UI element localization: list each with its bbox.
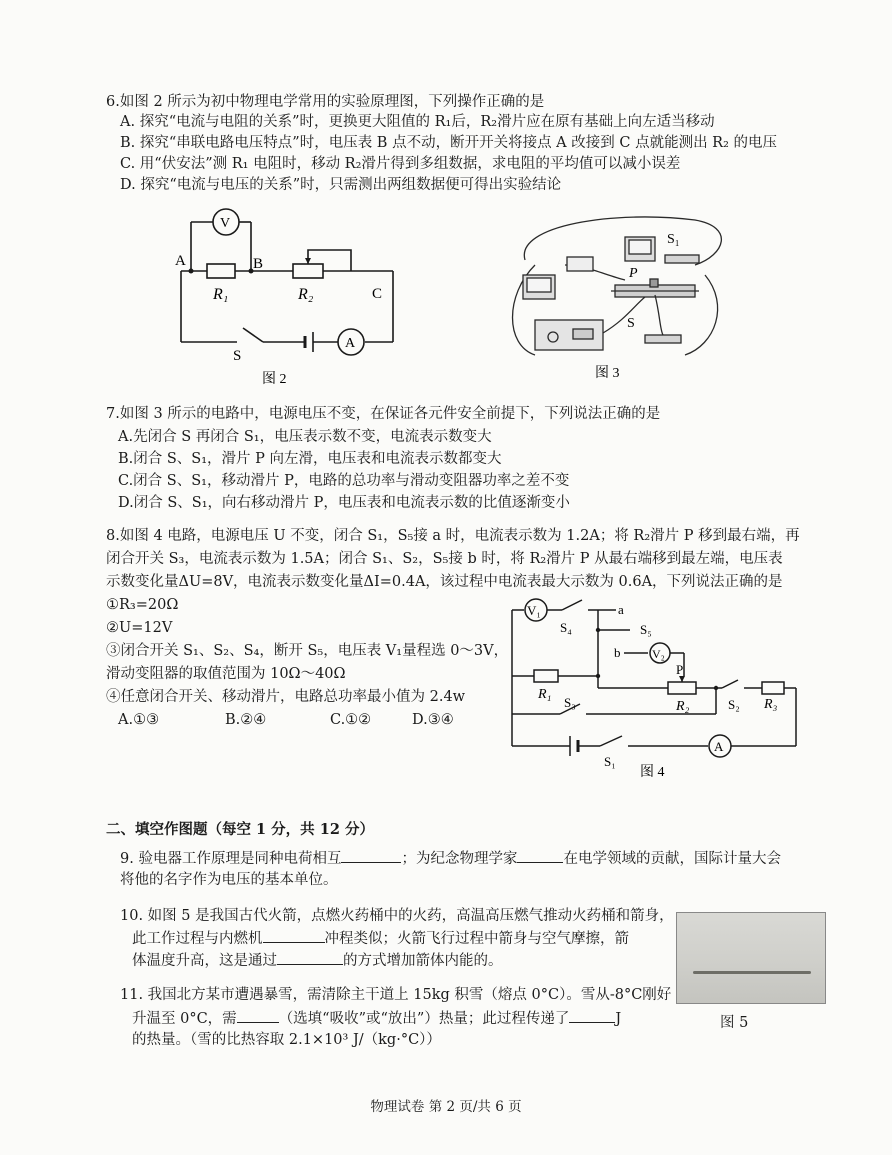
q8-line-2: 闭合开关 S₃，电流表示数为 1.5A；闭合 S₁、S₂，S₅接 b 时，将 R₂滑片 P 从最右端移到最左端，电压表: [106, 551, 783, 567]
fig2-ammeter-label: A: [345, 336, 356, 351]
q6-option-b: B. 探究“串联电路电压特点”时，电压表 B 点不动，断开开关将接点 A 改接到 C 点就能测出 R₂ 的电压: [120, 135, 778, 151]
rocket-arrow-image: [693, 971, 811, 974]
fig4-a-label: a: [618, 602, 624, 617]
fig3-label-s1: S₁: [667, 232, 680, 247]
q11-blank-1[interactable]: [237, 1008, 279, 1023]
q7-option-c: C.闭合 S、S₁，移动滑片 P，电路的总功率与滑动变阻器功率之差不变: [118, 473, 570, 489]
q9-part-3: 在电学领域的贡献，国际计量大会: [563, 851, 781, 867]
fig4-s2-label: S₂: [728, 697, 740, 712]
q8-option-b: B.②④: [225, 712, 267, 728]
q10-line-3-part-a: 体温度升高，这是通过: [132, 953, 277, 969]
q11-line-2-part-b: （选填“吸收”或“放出”）热量；此过程传递了: [278, 1011, 570, 1027]
q8-statement-1: ①R₃=20Ω: [106, 597, 179, 613]
fig2-voltmeter-label: V: [220, 216, 231, 231]
q9-part-2: ；为纪念物理学家: [401, 851, 518, 867]
q10-blank-2[interactable]: [277, 950, 343, 965]
q11-line-2-part-a: 升温至 0°C，需: [132, 1011, 237, 1027]
fig4-s4-label: S₄: [560, 620, 572, 635]
fig4-v1-label: V₁: [527, 603, 541, 618]
fig2-label-a: A: [175, 253, 186, 269]
q8-line-3: 示数变化量ΔU=8V，电流表示数变化量ΔI=0.4A，该过程中电流表最大示数为 0.6A，下列说法正确的是: [106, 574, 783, 590]
q10-line-3-part-b: 的方式增加箭体内能的。: [343, 953, 503, 969]
q8-option-a: A.①③: [118, 712, 160, 728]
q8-statement-2: ②U=12V: [106, 620, 173, 636]
q10-line-3: [132, 950, 503, 971]
q11-unit: J: [615, 1011, 622, 1027]
fig4-p-label: P: [676, 662, 684, 677]
q11-line-3: 的热量。（雪的比热容取 2.1×10³ J/（kg·°C））: [132, 1032, 441, 1048]
fig2-label-c: C: [372, 286, 383, 302]
q6-option-d: D. 探究“电流与电压的关系”时，只需测出两组数据便可得出实验结论: [120, 177, 562, 193]
q8-line-1: 8.如图 4 电路，电源电压 U 不变，闭合 S₁，S₅接 a 时，电流表示数为 1.2A；将 R₂滑片 P 移到最右端，再: [106, 528, 800, 544]
fig4-s5-label: S₅: [640, 622, 652, 637]
fig2-label-r1: R₁: [213, 286, 229, 303]
q9-line-2: 将他的名字作为电压的基本单位。: [120, 872, 338, 888]
section-2-title: 二、填空作图题（每空 1 分，共 12 分）: [106, 821, 374, 838]
fig4-s1-label: S₁: [604, 754, 616, 769]
q7-option-d: D.闭合 S、S₁，向右移动滑片 P，电压表和电流表示数的比值逐渐变小: [118, 495, 570, 511]
q6-option-c: C. 用“伏安法”测 R₁ 电阻时，移动 R₂滑片得到多组数据，求电阻的平均值可以减小误差: [120, 156, 681, 172]
q8-statement-3b: 滑动变阻器的取值范围为 10Ω～40Ω: [106, 666, 346, 682]
fig4-r2-label: R₂: [676, 699, 690, 714]
fig5-caption: 图 5: [720, 1015, 749, 1031]
q11-line-1: 11. 我国北方某市遭遇暴雪，需清除主干道上 15kg 积雪（熔点 0°C）。雪从-8°C刚好: [120, 987, 672, 1003]
q10-line-2-part-b: 冲程类似；火箭飞行过程中箭身与空气摩擦，箭: [324, 931, 629, 947]
q6-stem: 6.如图 2 所示为初中物理电学常用的实验原理图，下列操作正确的是: [106, 94, 545, 110]
q10-line-1: 10. 如图 5 是我国古代火箭，点燃火药桶中的火药，高温高压燃气推动火药桶和箭身，: [120, 908, 674, 924]
q7-stem: 7.如图 3 所示的电路中，电源电压不变，在保证各元件安全前提下，下列说法正确的是: [106, 406, 661, 422]
figure-4-circuit: [500, 596, 800, 786]
fig3-caption: 图 3: [595, 366, 620, 381]
q8-option-d: D.③④: [412, 712, 454, 728]
figure-2-circuit: [165, 200, 415, 390]
page-footer: 物理试卷 第 2 页/共 6 页: [370, 1099, 522, 1115]
q10-line-2: [132, 928, 629, 949]
fig4-v2-label: V₂: [652, 647, 665, 661]
q9-blank-2[interactable]: [517, 848, 563, 863]
q10-blank-1[interactable]: [263, 928, 325, 943]
figure-3-apparatus: [495, 205, 735, 385]
q9-part-1: 9. 验电器工作原理是同种电荷相互: [120, 851, 342, 867]
q11-line-2: [132, 1008, 621, 1029]
fig4-r1-label: R₁: [538, 687, 552, 702]
q8-statement-4: ④任意闭合开关、移动滑片，电路总功率最小值为 2.4w: [106, 689, 466, 705]
fig3-label-s: S: [627, 316, 635, 331]
fig2-label-b: B: [253, 256, 264, 272]
fig2-label-s: S: [233, 348, 242, 364]
fig2-caption: 图 2: [262, 372, 287, 387]
fig4-r3-label: R₃: [764, 697, 778, 712]
fig4-b-label: b: [614, 645, 621, 660]
q7-option-b: B.闭合 S、S₁，滑片 P 向左滑，电压表和电流表示数都变大: [118, 451, 502, 467]
fig4-s3-label: S₃: [564, 695, 576, 710]
fig4-caption: 图 4: [640, 765, 665, 780]
q9-line-1: [120, 848, 781, 869]
q7-option-a: A.先闭合 S 再闭合 S₁，电压表示数不变，电流表示数变大: [118, 429, 492, 445]
fig2-label-r2: R₂: [298, 286, 314, 303]
q11-blank-2[interactable]: [569, 1008, 615, 1023]
figure-5-rocket-photo: [676, 912, 826, 1004]
q6-option-a: A. 探究“电流与电阻的关系”时，更换更大阻值的 R₁后，R₂滑片应在原有基础上向左适当移动: [120, 114, 715, 130]
q9-blank-1[interactable]: [341, 848, 401, 863]
fig4-ammeter-label: A: [714, 739, 724, 754]
fig3-label-p: P: [629, 266, 638, 281]
q8-option-c: C.①②: [330, 712, 372, 728]
q8-statement-3a: ③闭合开关 S₁、S₂、S₄，断开 S₅，电压表 V₁量程选 0～3V，: [106, 643, 509, 659]
q10-line-2-part-a: 此工作过程与内燃机: [132, 931, 263, 947]
